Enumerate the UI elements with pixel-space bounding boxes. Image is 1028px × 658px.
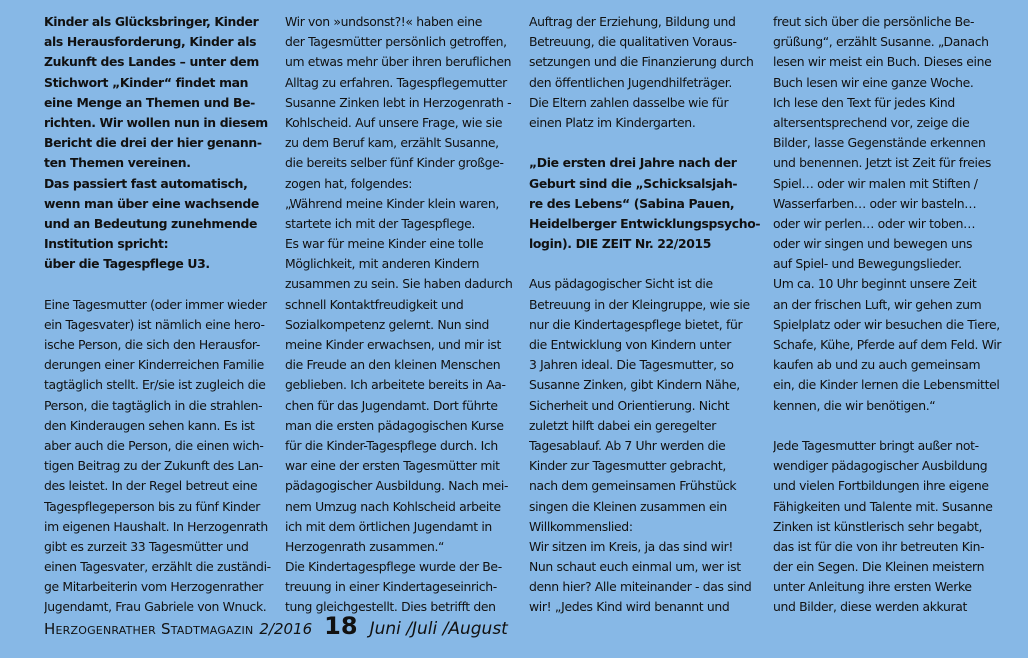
text-line: einen Tagesvater, erzählt die zuständi-: [44, 559, 271, 575]
text-line: pädagogischer Ausbildung. Nach mei-: [285, 478, 509, 494]
text-line: 3 Jahren ideal. Die Tagesmutter, so: [529, 357, 734, 373]
bold-text-line: Zukunft des Landes – unter dem: [44, 54, 259, 70]
page-number: 18: [324, 612, 358, 640]
text-line: setzungen und die Finanzierung durch: [529, 54, 754, 70]
issue-number: 2/2016: [259, 620, 313, 638]
paragraph-gap: [529, 133, 763, 153]
text-line: Herzogenrath zusammen.“: [285, 538, 445, 554]
bold-text-line: Stichwort „Kinder“ findet man: [44, 74, 249, 90]
text-line: Spielplatz oder wir besuchen die Tiere,: [773, 316, 1000, 332]
text-line: Wir von »undsonst?!« haben eine: [285, 14, 482, 29]
text-line: Möglichkeit, mit anderen Kindern: [285, 256, 480, 272]
text-line: Wir sitzen im Kreis, ja das sind wir!: [529, 538, 733, 554]
bold-text-line: Geburt sind die „Schicksalsjah-: [529, 175, 738, 191]
bold-text-line: als Herausforderung, Kinder als: [44, 34, 257, 50]
text-line: Um ca. 10 Uhr beginnt unsere Zeit: [773, 276, 977, 292]
text-line: Eine Tagesmutter (oder immer wieder: [44, 296, 267, 312]
text-line: im eigenen Haushalt. In Herzogenrath: [44, 518, 268, 534]
text-line: man die ersten pädagogischen Kurse: [285, 417, 504, 433]
paragraph-gap: [44, 274, 274, 294]
text-line: geblieben. Ich arbeitete bereits in Aa-: [285, 377, 506, 393]
text-line: wendiger pädagogischer Ausbildung: [773, 458, 988, 474]
text-line: denn hier? Alle miteinander - das sind: [529, 579, 752, 595]
text-line: nach dem gemeinsamen Frühstück: [529, 478, 737, 494]
text-line: Willkommenslied:: [529, 518, 633, 534]
text-line: unter Anleitung ihre ersten Werke: [773, 579, 972, 595]
text-line: ich mit dem örtlichen Jugendamt in: [285, 518, 492, 534]
text-line: zogen hat, folgendes:: [285, 175, 413, 191]
bold-text-line: Kinder als Glücksbringer, Kinder: [44, 14, 259, 29]
bold-text-line: eine Menge an Themen und Be-: [44, 94, 255, 110]
text-line: nur die Kindertagespflege bietet, für: [529, 316, 743, 332]
text-line: „Während meine Kinder klein waren,: [285, 195, 499, 211]
text-line: und vielen Fortbildungen ihre eigene: [773, 478, 989, 494]
page-footer: [44, 612, 508, 646]
bold-text-line: Heidelberger Entwicklungspsycho-: [529, 215, 761, 231]
text-line: Aus pädagogischer Sicht ist die: [529, 276, 713, 292]
text-line: oder wir singen und bewegen uns: [773, 236, 973, 252]
text-line: Schafe, Kühe, Pferde auf dem Feld. Wir: [773, 337, 1002, 352]
text-line: zuletzt hilft dabei ein geregelter: [529, 417, 716, 433]
magazine-name: Herzogenrather Stadtmagazin: [44, 620, 254, 638]
text-line: aber auch die Person, die einen wich-: [44, 437, 264, 453]
text-line: Zinken ist künstlerisch sehr begabt,: [773, 518, 983, 534]
text-line: Susanne Zinken lebt in Herzogenrath -: [285, 94, 512, 110]
text-line: Kinder zur Tagesmutter gebracht,: [529, 458, 726, 474]
text-line: an der frischen Luft, wir gehen zum: [773, 296, 982, 312]
text-line: Nun schaut euch einmal um, wer ist: [529, 559, 741, 575]
text-line: den öffentlichen Jugendhilfeträger.: [529, 74, 733, 90]
text-line: nem Umzug nach Kohlscheid arbeite: [285, 498, 501, 514]
text-line: chen für das Jugendamt. Dort führte: [285, 397, 498, 413]
text-line: Die Kindertagespflege wurde der Be-: [285, 559, 502, 575]
text-line: wir! „Jedes Kind wird benannt und: [529, 599, 730, 615]
text-line: derungen einer Kinderreichen Familie: [44, 357, 264, 373]
text-line: Ich lese den Text für jedes Kind: [773, 94, 955, 110]
text-line: um etwas mehr über ihren beruflichen: [285, 54, 512, 70]
text-line: singen die Kleinen zusammen ein: [529, 498, 727, 514]
text-line: grüßung“, erzählt Susanne. „Danach: [773, 34, 989, 50]
text-line: Sozialkompetenz gelernt. Nun sind: [285, 316, 490, 332]
text-line: auf Spiel- und Bewegungslieder.: [773, 256, 962, 272]
bold-text-line: re des Lebens“ (Sabina Pauen,: [529, 195, 735, 211]
text-line: und Bilder, diese werden akkurat: [773, 599, 967, 615]
text-line: Person, die tagtäglich in die strahlen-: [44, 397, 263, 413]
text-line: Jede Tagesmutter bringt außer not-: [773, 437, 979, 453]
text-line: der Tagesmütter persönlich getroffen,: [285, 34, 507, 50]
text-line: die Entwicklung von Kindern unter: [529, 337, 731, 352]
column-4: [773, 12, 1025, 618]
bold-text-line: Das passiert fast automatisch,: [44, 175, 248, 191]
bold-text-line: login). DIE ZEIT Nr. 22/2015: [529, 236, 712, 252]
text-line: Betreuung, die qualitativen Voraus-: [529, 34, 737, 50]
text-line: Fähigkeiten und Talente mit. Susanne: [773, 498, 993, 514]
column-2: [285, 12, 517, 618]
text-line: tagtäglich stellt. Er/sie ist zugleich die: [44, 377, 266, 393]
text-line: den Kinderaugen sehen kann. Es ist: [44, 417, 255, 433]
text-line: ische Person, die sich den Herausfor-: [44, 337, 260, 352]
text-line: Betreuung in der Kleingruppe, wie sie: [529, 296, 750, 312]
text-line: Spiel… oder wir malen mit Stiften /: [773, 175, 978, 191]
text-line: die Freude an den kleinen Menschen: [285, 357, 501, 373]
text-line: schnell Kontaktfreudigkeit und: [285, 296, 464, 312]
text-line: Bilder, lasse Gegenstände erkennen: [773, 135, 986, 151]
bold-text-line: wenn man über eine wachsende: [44, 195, 259, 211]
bold-text-line: richten. Wir wollen nun in diesem: [44, 114, 268, 130]
text-line: ein, die Kinder lernen die Lebensmittel: [773, 377, 1000, 393]
text-line: oder wir perlen… oder wir toben…: [773, 215, 976, 231]
text-line: Auftrag der Erziehung, Bildung und: [529, 14, 736, 29]
paragraph-gap: [529, 254, 763, 274]
paragraph-gap: [773, 416, 1025, 436]
text-line: Es war für meine Kinder eine tolle: [285, 236, 484, 252]
text-line: treuung in einer Kindertageseinrich-: [285, 579, 497, 595]
text-line: tung gleichgestellt. Dies betrifft den: [285, 599, 496, 615]
text-line: Alltag zu erfahren. Tagespflegemutter: [285, 74, 507, 90]
text-line: meine Kinder erwachsen, und mir ist: [285, 337, 501, 352]
text-line: kaufen ab und zu auch gemeinsam: [773, 357, 981, 373]
text-line: tigen Beitrag zu der Zukunft des Lan-: [44, 458, 263, 474]
text-line: lesen wir meist ein Buch. Dieses eine: [773, 54, 992, 70]
text-line: gibt es zurzeit 33 Tagesmütter und: [44, 538, 249, 554]
text-line: für die Kinder-Tagespflege durch. Ich: [285, 437, 498, 453]
text-line: Tagespflegeperson bis zu fünf Kinder: [44, 498, 261, 514]
text-line: kennen, die wir benötigen.“: [773, 397, 936, 413]
text-line: Sicherheit und Orientierung. Nicht: [529, 397, 730, 413]
text-line: einen Platz im Kindergarten.: [529, 114, 696, 130]
column-3: [529, 12, 763, 618]
text-line: ein Tagesvater) ist nämlich eine hero-: [44, 316, 265, 332]
bold-text-line: Bericht die drei der hier genann-: [44, 135, 262, 151]
bold-text-line: „Die ersten drei Jahre nach der: [529, 155, 737, 171]
text-line: und benennen. Jetzt ist Zeit für freies: [773, 155, 991, 171]
text-line: Jugendamt, Frau Gabriele von Wnuck.: [44, 599, 267, 615]
bold-text-line: und an Bedeutung zunehmende: [44, 215, 258, 231]
text-line: war eine der ersten Tagesmütter mit: [285, 458, 500, 474]
text-line: zu dem Beruf kam, erzählt Susanne,: [285, 135, 499, 151]
text-line: freut sich über die persönliche Be-: [773, 14, 975, 29]
text-line: Wasserfarben… oder wir basteln…: [773, 195, 977, 211]
text-line: startete ich mit der Tagespflege.: [285, 215, 476, 231]
text-line: der ein Segen. Die Kleinen meistern: [773, 559, 985, 575]
issue-months: Juni /Juli /August: [369, 619, 508, 639]
bold-text-line: über die Tagespflege U3.: [44, 256, 210, 272]
column-1: [44, 12, 274, 618]
bold-text-line: Institution spricht:: [44, 236, 169, 252]
text-line: zusammen zu sein. Sie haben dadurch: [285, 276, 513, 292]
text-line: Buch lesen wir eine ganze Woche.: [773, 74, 974, 90]
text-line: die bereits selber fünf Kinder großge-: [285, 155, 504, 171]
text-line: des leistet. In der Regel betreut eine: [44, 478, 258, 494]
text-line: das ist für die von ihr betreuten Kin-: [773, 538, 985, 554]
text-line: Susanne Zinken, gibt Kindern Nähe,: [529, 377, 740, 393]
text-line: Kohlscheid. Auf unsere Frage, wie sie: [285, 114, 503, 130]
bold-text-line: ten Themen vereinen.: [44, 155, 191, 171]
text-line: Tagesablauf. Ab 7 Uhr werden die: [529, 437, 726, 453]
text-line: Die Eltern zahlen dasselbe wie für: [529, 94, 729, 110]
text-line: ge Mitarbeiterin vom Herzogenrather: [44, 579, 264, 595]
text-line: altersentsprechend vor, zeige die: [773, 114, 970, 130]
